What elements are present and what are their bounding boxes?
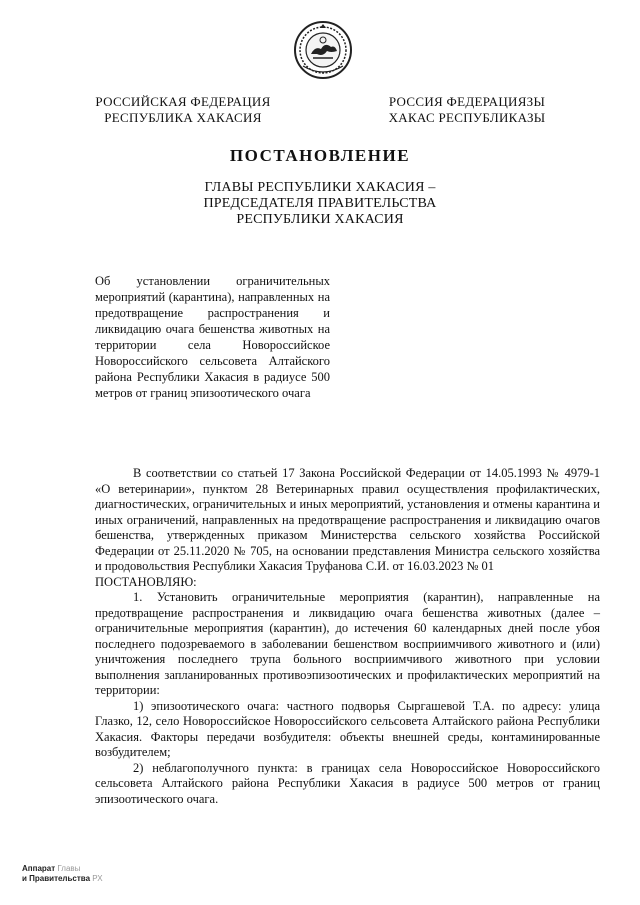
header-right	[372, 94, 562, 126]
header-left	[88, 94, 278, 126]
footer-stamp	[22, 864, 103, 884]
document-subtitle	[170, 180, 470, 228]
footer-line-1-bold: Аппарат	[22, 864, 56, 873]
header-left-line-1: РОССИЙСКАЯ ФЕДЕРАЦИЯ	[95, 94, 271, 109]
subtitle-line-1: ГЛАВЫ РЕСПУБЛИКИ ХАКАСИЯ –	[204, 180, 436, 195]
footer-line-2-faded: РХ	[92, 874, 103, 883]
document-subject: Об установлении ограничительных мероприятий (карантина), направленных на предотвращение распространения и ликвидацию очага бешенства животных на территории села Новороссийское Новороссийского сельсовета Алтайского района Республики Хакасия в радиусе 500 метров от границ эпизоотического очага	[95, 274, 330, 400]
preamble-paragraph: В соответствии со статьей 17 Закона Российской Федерации от 14.05.1993 № 4979-1 «О ветеринарии», пунктом 28 Ветеринарных правил осуществления профилактических, диагностических, ограничительных и иных мероприятий, установления и отмены карантина и иных ограничений, направленных на предотвращение распространения и ликвидацию очагов бешенства, утвержденных приказом Министерства сельского хозяйства Российской Федерации от 25.11.2020 № 705, на основании представления Министра сельского хозяйства и продовольствия Республики Хакасия Труфанова С.И. от 16.03.2023 № 01	[95, 466, 600, 573]
body-paragraph-2: 1) эпизоотического очага: частного подворья Сыргашевой Т.А. по адресу: улица Глазко, 12, село Новороссийское Новороссийского сельсовета Алтайского района Республики Хакасия. Факторы передачи возбудителя: объекты внешней среды, контаминированные возбудителем;	[95, 698, 600, 759]
header-left-line-2: РЕСПУБЛИКА ХАКАСИЯ	[104, 110, 262, 125]
document-title: ПОСТАНОВЛЕНИЕ	[229, 146, 411, 165]
body-paragraph-1: 1. Установить ограничительные мероприятия (карантин), направленные на предотвращение распространения и ликвидацию очага бешенства животных (далее – ограничительные мероприятия (карантин), до истечения 60 календарных дней после убоя последнего подозреваемого в заболевании бешенством восприимчивого животного и (или) уничтожения последнего трупа больного восприимчивого животного при условии выполнения запланированных противоэпизоотических и профилактических мероприятий на территории:	[95, 590, 600, 697]
footer-line-2-bold: и Правительства	[22, 874, 91, 883]
header-right-line-2: ХАКАС РЕСПУБЛИКАЗЫ	[388, 110, 546, 125]
subtitle-line-3: РЕСПУБЛИКИ ХАКАСИЯ	[236, 212, 404, 227]
decree-word: ПОСТАНОВЛЯЮ:	[95, 574, 197, 589]
footer-line-1-faded: Главы	[57, 864, 81, 873]
header-right-line-1: РОССИЯ ФЕДЕРАЦИЯЗЫ	[388, 94, 546, 109]
subtitle-line-2: ПРЕДСЕДАТЕЛЯ ПРАВИТЕЛЬСТВА	[203, 196, 437, 211]
body-paragraph-3: 2) неблагополучного пункта: в границах села Новороссийское Новороссийского сельсовета Алтайского района Республики Хакасия в радиусе 500 метров от границ эпизоотического очага.	[95, 760, 600, 806]
document-body	[95, 466, 600, 807]
coat-of-arms-icon	[293, 20, 353, 80]
